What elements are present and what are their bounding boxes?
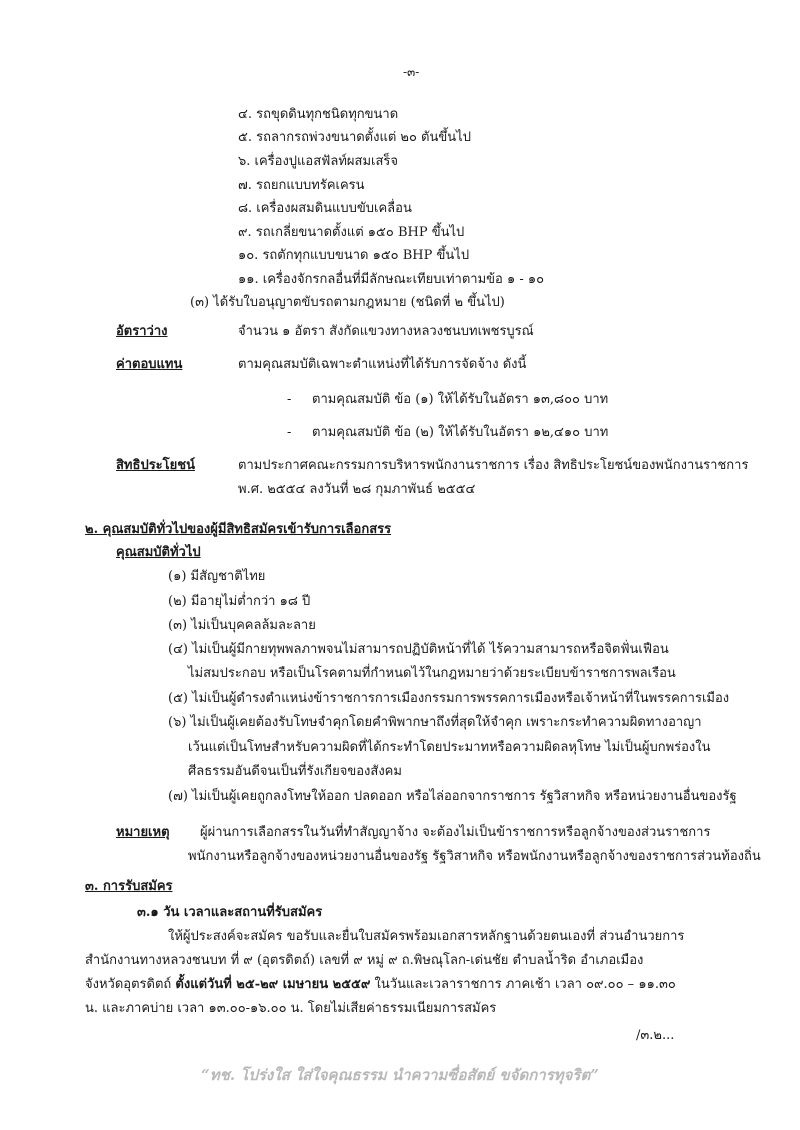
paragraph-text: ในวันและเวลาราชการ ภาคเช้า เวลา ๐๙.๐๐ – ๑๑.๓๐: [370, 977, 676, 992]
qualification-item: (๓) ไม่เป็นบุคคลล้มละลาย: [168, 618, 316, 633]
section-3-title: ๓. การรับสมัคร: [85, 879, 173, 894]
compensation-item: ตามคุณสมบัติ ข้อ (๒) ให้ได้รับในอัตรา ๑๒,๔๑๐ บาท: [312, 425, 609, 440]
list-item: ๘. เครื่องผสมดินแบบขับเคลื่อน: [238, 201, 412, 216]
continuation-marker: /๓.๒...: [636, 1028, 675, 1043]
section-2-subtitle: คุณสมบัติทั่วไป: [116, 545, 201, 560]
paragraph-line: สำนักงานทางหลวงชนบท ที่ ๙ (อุตรดิตถ์) เลขที่ ๙ หมู่ ๙ ถ.พิษณุโลก-เด่นชัย ตำบลน้ำริด อำเภอเมือง: [85, 953, 644, 968]
rate-label: อัตราว่าง: [116, 324, 168, 339]
list-item: ๖. เครื่องปูแอสฟัลท์ผสมเสร็จ: [238, 154, 399, 169]
list-item: ๑๐. รถตักทุกแบบขนาด ๑๕๐ BHP ขึ้นไป: [238, 248, 470, 263]
qualification-item: (๖) ไม่เป็นผู้เคยต้องรับโทษจำคุกโดยคำพิพากษาถึงที่สุดให้จำคุก เพราะกระทำความผิดทางอาญา: [168, 715, 702, 730]
benefits-label: สิทธิประโยชน์: [116, 458, 195, 473]
compensation-dash: -: [287, 425, 292, 440]
compensation-dash: -: [287, 392, 292, 407]
benefits-line: ตามประกาศคณะกรรมการบริหารพนักงานราชการ เรื่อง สิทธิประโยชน์ของพนักงานราชการ: [238, 458, 749, 473]
qualification-item-cont: ศีลธรรมอันดีจนเป็นที่รังเกียจของสังคม: [188, 764, 402, 779]
section-2-title: ๒. คุณสมบัติทั่วไปของผู้มีสิทธิสมัครเข้ารับการเลือกสรร: [85, 522, 392, 537]
paragraph-line: [85, 975, 676, 995]
list-item: ๗. รถยกแบบทรัคเครน: [238, 178, 365, 193]
qualification-item: (๕) ไม่เป็นผู้ดำรงตำแหน่งข้าราชการการเมืองกรรมการพรรคการเมืองหรือเจ้าหน้าที่ในพรรคการเมือง: [168, 691, 730, 706]
compensation-text: ตามคุณสมบัติเฉพาะตำแหน่งที่ได้รับการจัดจ้าง ดังนี้: [238, 357, 527, 372]
qualification-item-cont: เว้นแต่เป็นโทษสำหรับความผิดที่ได้กระทำโดยประมาทหรือความผิดลหุโทษ ไม่เป็นผู้บกพร่องใน: [188, 740, 711, 755]
list-item: ๑๑. เครื่องจักรกลอื่นที่มีลักษณะเทียบเท่าตามข้อ ๑ - ๑๐: [238, 272, 545, 287]
qualification-item: (๑) มีสัญชาติไทย: [168, 569, 266, 584]
section-3-subtitle: ๓.๑ วัน เวลาและสถานที่รับสมัคร: [137, 905, 323, 920]
note-line: ผู้ผ่านการเลือกสรรในวันที่ทำสัญญาจ้าง จะต้องไม่เป็นข้าราชการหรือลูกจ้างของส่วนราชการ: [200, 825, 711, 840]
paragraph-text: จังหวัดอุตรดิตถ์: [85, 977, 176, 992]
license-requirement: (๓) ได้รับใบอนุญาตขับรถตามกฎหมาย (ชนิดที่ ๒ ขึ้นไป): [190, 295, 505, 310]
paragraph-line: ให้ผู้ประสงค์จะสมัคร ขอรับและยื่นใบสมัครพร้อมเอกสารหลักฐานด้วยตนเองที่ ส่วนอำนวยการ: [168, 929, 685, 944]
application-dates: ตั้งแต่วันที่ ๒๕-๒๙ เมษายน ๒๕๕๙: [175, 977, 371, 992]
benefits-line: พ.ศ. ๒๕๕๔ ลงวันที่ ๒๘ กุมภาพันธ์ ๒๕๕๔: [238, 482, 476, 497]
compensation-label: ค่าตอบแทน: [116, 357, 183, 372]
list-item: ๕. รถลากรถพ่วงขนาดตั้งแต่ ๒๐ ตันขึ้นไป: [238, 130, 471, 145]
paragraph-line: น. และภาคบ่าย เวลา ๑๓.๐๐-๑๖.๐๐ น. โดยไม่เสียค่าธรรมเนียมการสมัคร: [85, 1001, 497, 1016]
qualification-item: (๔) ไม่เป็นผู้มีกายทุพพลภาพจนไม่สามารถปฏิบัติหน้าที่ได้ ไร้ความสามารถหรือจิตฟั่นเฟือน: [168, 642, 669, 657]
compensation-item: ตามคุณสมบัติ ข้อ (๑) ให้ได้รับในอัตรา ๑๓,๘๐๐ บาท: [312, 392, 609, 407]
rate-text: จำนวน ๑ อัตรา สังกัดแขวงทางหลวงชนบทเพชรบูรณ์: [238, 324, 534, 339]
list-item: ๔. รถขุดดินทุกชนิดทุกขนาด: [238, 107, 399, 122]
page-number: -๓-: [403, 65, 420, 79]
qualification-item: (๗) ไม่เป็นผู้เคยถูกลงโทษให้ออก ปลดออก หรือไล่ออกจากราชการ รัฐวิสาหกิจ หรือหน่วยงานอื่นของรัฐ: [168, 789, 737, 804]
qualification-item-cont: ไม่สมประกอบ หรือเป็นโรคตามที่กำหนดไว้ในกฎหมายว่าด้วยระเบียบข้าราชการพลเรือน: [188, 666, 676, 681]
note-line: พนักงานหรือลูกจ้างของหน่วยงานอื่นของรัฐ รัฐวิสาหกิจ หรือพนักงานหรือลูกจ้างของราชการส่วนท้องถิ่น: [188, 849, 761, 864]
qualification-item: (๒) มีอายุไม่ต่ำกว่า ๑๘ ปี: [168, 594, 311, 609]
footer-motto: “ทช. โปร่งใส ใส่ใจคุณธรรม นำความซื่อสัตย์ ขจัดการทุจริต”: [201, 1066, 599, 1084]
note-label: หมายเหตุ: [116, 825, 170, 840]
list-item: ๙. รถเกลี่ยขนาดตั้งแต่ ๑๕๐ BHP ขึ้นไป: [238, 225, 465, 240]
